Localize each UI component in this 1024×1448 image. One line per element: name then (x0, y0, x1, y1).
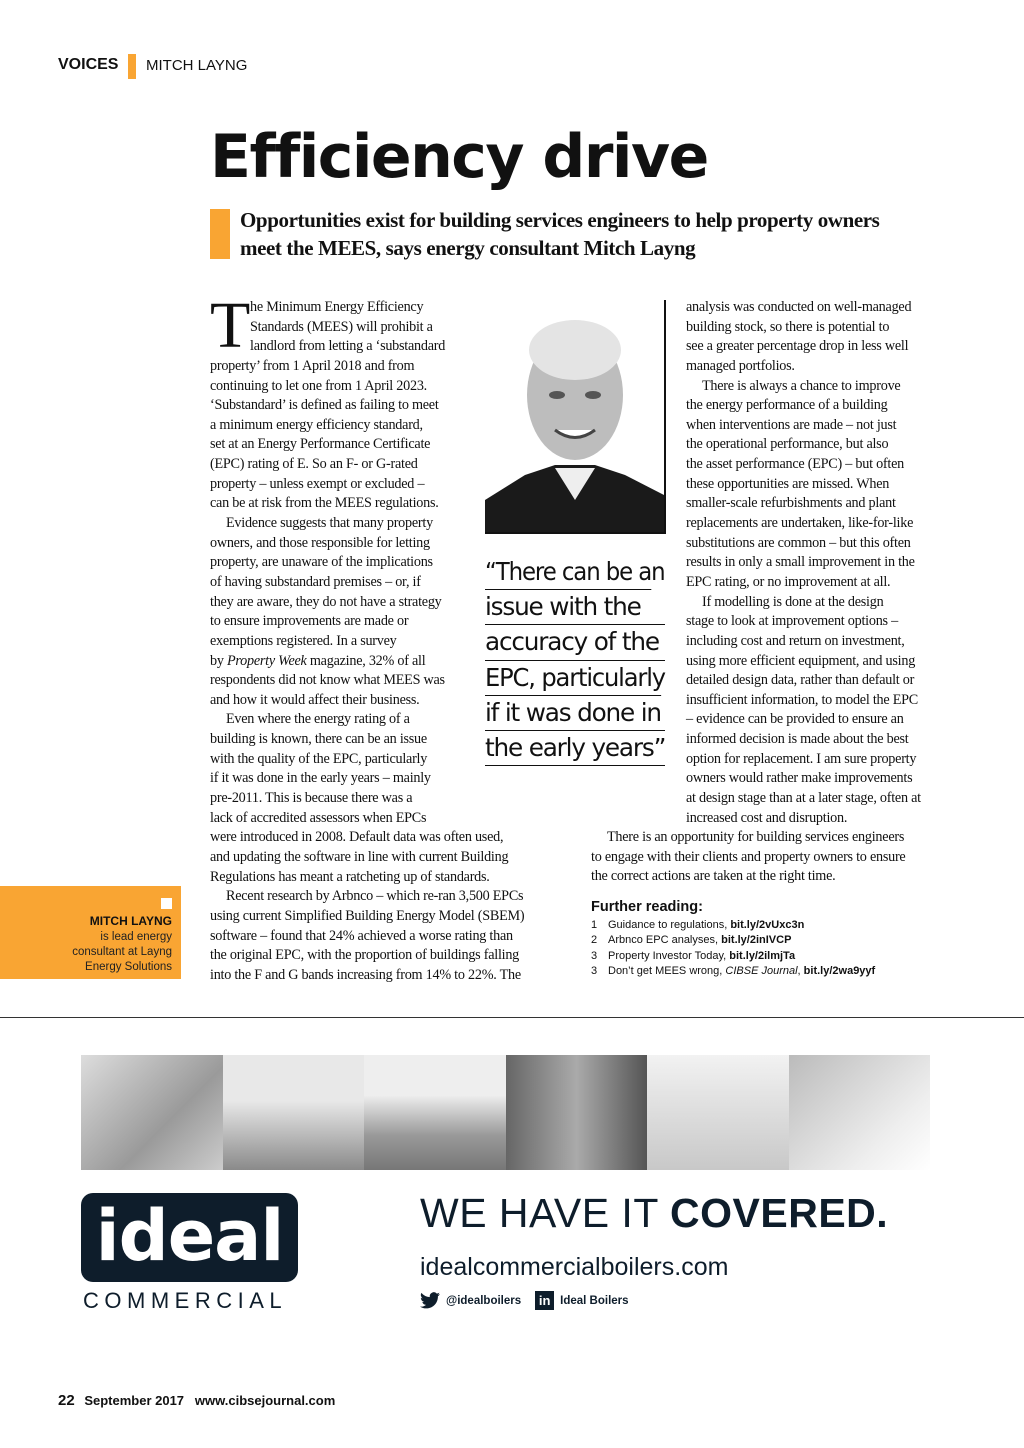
text-line: including cost and return on investment, (686, 632, 905, 649)
journal-website: www.cibsejournal.com (194, 1393, 336, 1408)
section-divider (128, 54, 136, 79)
text-line: Evidence suggests that many property (226, 515, 433, 532)
text-line: building is known, there can be an issue (210, 731, 427, 748)
further-reading-item (591, 949, 875, 965)
text-line: smaller-scale refurbishments and plant (686, 495, 896, 512)
text-line: a minimum energy efficiency standard, (210, 416, 423, 433)
text-segment: magazine, 32% of all (306, 652, 426, 669)
text-line: – evidence can be provided to ensure an (686, 711, 904, 728)
text-line: property, are unaware of the implications (210, 554, 433, 571)
text-line: managed portfolios. (686, 357, 795, 374)
text-line: the asset performance (EPC) – but often (686, 456, 904, 473)
text-line: There is an opportunity for building services engineers (607, 829, 905, 845)
tagline-bold: COVERED. (670, 1190, 889, 1236)
bio-line: is lead energy (100, 931, 172, 943)
ad-photo-pipes (506, 1055, 648, 1170)
ad-photo-glass (81, 1055, 223, 1170)
item-number: 3 (591, 965, 598, 977)
text-line: EPC rating, or no improvement at all. (686, 573, 891, 590)
pull-quote-line: if it was done in (485, 696, 665, 731)
body-column-right (686, 298, 921, 828)
bio-name: MITCH LAYNG (89, 914, 172, 928)
text-line: landlord from letting a ‘substandard (250, 338, 446, 355)
ad-image-strip (81, 1055, 930, 1170)
item-title: Guidance to regulations, (608, 918, 731, 931)
header-author: MITCH LAYNG (146, 57, 248, 74)
item-number: 2 (591, 934, 598, 946)
bio-line: consultant at Layng (72, 946, 172, 958)
text-line: (EPC) rating of E. So an F- or G-rated (210, 456, 418, 473)
text-line: into the F and G bands increasing from 14% to 22%. The (210, 966, 521, 983)
text-line: and updating the software in line with current Building (210, 848, 509, 865)
text-line: If modelling is done at the design (702, 593, 884, 610)
text-line: Standards (MEES) will prohibit a (250, 318, 433, 335)
text-line: when interventions are made – not just (686, 416, 897, 433)
ad-social-links (420, 1291, 629, 1310)
ad-photo-boilers (647, 1055, 789, 1170)
standfirst-author: Mitch Layng (583, 236, 696, 260)
item-title: Arbnco EPC analyses, (608, 934, 722, 946)
further-reading-heading: Further reading: (591, 899, 703, 915)
text-line: software – found that 24% achieved a worse rating than (210, 927, 513, 944)
twitter-handle[interactable]: @idealboilers (446, 1294, 522, 1307)
ideal-logo: ideal (81, 1193, 298, 1282)
text-line: exemptions registered. In a survey (210, 632, 397, 649)
article-title: Efficiency drive (210, 122, 708, 192)
item-title: Don’t get MEES wrong, (608, 965, 726, 977)
standfirst (240, 206, 880, 262)
pull-quote-line: “There can be an (485, 555, 651, 590)
text-line: the correct actions are taken at the right time. (591, 868, 836, 885)
section-label: VOICES (58, 56, 119, 73)
linkedin-icon: in (535, 1291, 554, 1310)
author-bio-box (0, 886, 181, 979)
linkedin-name[interactable]: Ideal Boilers (560, 1294, 629, 1307)
text-line: using more efficient equipment, and using (686, 652, 916, 669)
pull-quote (485, 555, 667, 766)
text-line: insufficient information, to model the EPC (686, 691, 918, 708)
text-line: see a greater percentage drop in less well (686, 338, 909, 355)
text-line: with the quality of the EPC, particularly (210, 750, 428, 767)
text-line: to ensure improvements are made or (210, 613, 409, 630)
text-line: to engage with their clients and property owners to ensure (591, 848, 906, 865)
pull-quote-line: EPC, particularly (485, 661, 661, 696)
pull-quote-line: issue with the (485, 590, 665, 625)
tagline-light: WE HAVE IT (420, 1190, 671, 1236)
text-line: lack of accredited assessors when EPCs (210, 809, 427, 826)
text-line: Recent research by Arbnco – which re-ran 3,500 EPCs (226, 888, 524, 905)
pull-quote-line: the early years” (485, 731, 665, 766)
text-line: building stock, so there is potential to (686, 318, 890, 335)
text-line: can be at risk from the MEES regulations. (210, 495, 439, 512)
further-reading-item (591, 964, 875, 980)
text-line: using current Simplified Building Energy Model (SBEM) (210, 907, 525, 924)
text-line: owners, and those responsible for letting (210, 534, 430, 551)
text-line: at design stage than at a later stage, often at (686, 790, 921, 807)
text-line: the energy performance of a building (686, 397, 888, 414)
text-line: these opportunities are missed. When (686, 475, 890, 492)
bio-line: Energy Solutions (85, 961, 172, 973)
text-line: results in only a small improvement in the (686, 554, 915, 571)
standfirst-accent-bar (210, 209, 230, 259)
ad-photo-building (364, 1055, 506, 1170)
item-sep: , (797, 965, 804, 977)
portrait-image (485, 300, 664, 532)
text-line: property’ from 1 April 2018 and from (210, 357, 415, 374)
text-line (210, 652, 524, 672)
text-line: Even where the energy rating of a (226, 711, 410, 728)
ad-photo-plantroom (789, 1055, 931, 1170)
twitter-icon (420, 1292, 440, 1309)
text-line: were introduced in 2008. Default data was often used, (210, 829, 504, 846)
text-line: if it was done in the early years – mainly (210, 770, 431, 787)
text-line: analysis was conducted on well-managed (686, 299, 912, 315)
issue-date: September 2017 (84, 1393, 185, 1408)
ad-photo-tower (223, 1055, 365, 1170)
text-line: property – unless exempt or excluded – (210, 475, 425, 492)
item-link[interactable]: bit.ly/2vUxc3n (730, 918, 805, 931)
text-line: of having substandard premises – or, if (210, 573, 421, 590)
body-column-left (210, 289, 525, 985)
text-line: respondents did not know what MEES was (210, 672, 445, 689)
publication-name: Property Week (226, 652, 307, 669)
bio-square-marker (161, 898, 172, 909)
text-line: stage to look at improvement options – (686, 613, 898, 630)
item-link[interactable]: bit.ly/2ilmjTa (729, 949, 796, 962)
text-line: the operational performance, but also (686, 436, 889, 453)
page-footer (58, 1392, 335, 1409)
text-line: set at an Energy Performance Certificate (210, 436, 431, 453)
item-number: 1 (591, 918, 598, 931)
text-line: detailed design data, rather than default or (686, 672, 915, 689)
text-line: owners would rather make improvements (686, 770, 913, 787)
text-segment: by (210, 652, 227, 669)
ad-tagline (420, 1190, 888, 1237)
text-line: informed decision is made about the best (686, 731, 909, 748)
further-reading-item (591, 933, 875, 949)
text-line: they are aware, they do not have a strategy (210, 593, 442, 610)
text-line: and how it would affect their business. (210, 691, 420, 708)
text-line: There is always a chance to improve (702, 377, 901, 394)
ad-website-link[interactable]: idealcommercialboilers.com (420, 1253, 729, 1281)
pull-quote-line: accuracy of the (485, 625, 665, 660)
standfirst-text: Opportunities exist for building services engineers to help property owners meet the MEES, says energy consultant (240, 208, 880, 260)
text-line: substitutions are common – but this often (686, 534, 911, 551)
text-line: increased cost and disruption. (686, 809, 848, 826)
text-line: continuing to let one from 1 April 2023. (210, 377, 427, 394)
drop-cap: T (210, 289, 251, 362)
further-reading-item (591, 918, 875, 934)
item-number: 3 (591, 949, 598, 962)
text-line: pre-2011. This is because there was a (210, 790, 413, 807)
item-title: Property Investor Today, (608, 949, 730, 962)
text-line: replacements are undertaken, like-for-like (686, 515, 914, 532)
text-line: the original EPC, with the proportion of buildings falling (210, 947, 520, 964)
text-line: he Minimum Energy Efficiency (250, 299, 424, 315)
item-link[interactable]: bit.ly/2inIVCP (721, 934, 792, 946)
text-line: ‘Substandard’ is defined as failing to meet (210, 397, 439, 414)
text-line: Regulations has meant a ratcheting up of standards. (210, 868, 490, 885)
item-link[interactable]: bit.ly/2wa9yyf (803, 965, 876, 977)
page-number: 22 (58, 1392, 75, 1409)
author-photo (485, 300, 666, 534)
item-publication: CIBSE Journal (725, 965, 798, 977)
ideal-logo-subtitle: COMMERCIAL (83, 1288, 288, 1313)
page-divider (0, 1017, 1024, 1018)
further-reading (591, 900, 875, 980)
body-closing-paragraph (591, 828, 905, 887)
text-line: option for replacement. I am sure property (686, 750, 917, 767)
